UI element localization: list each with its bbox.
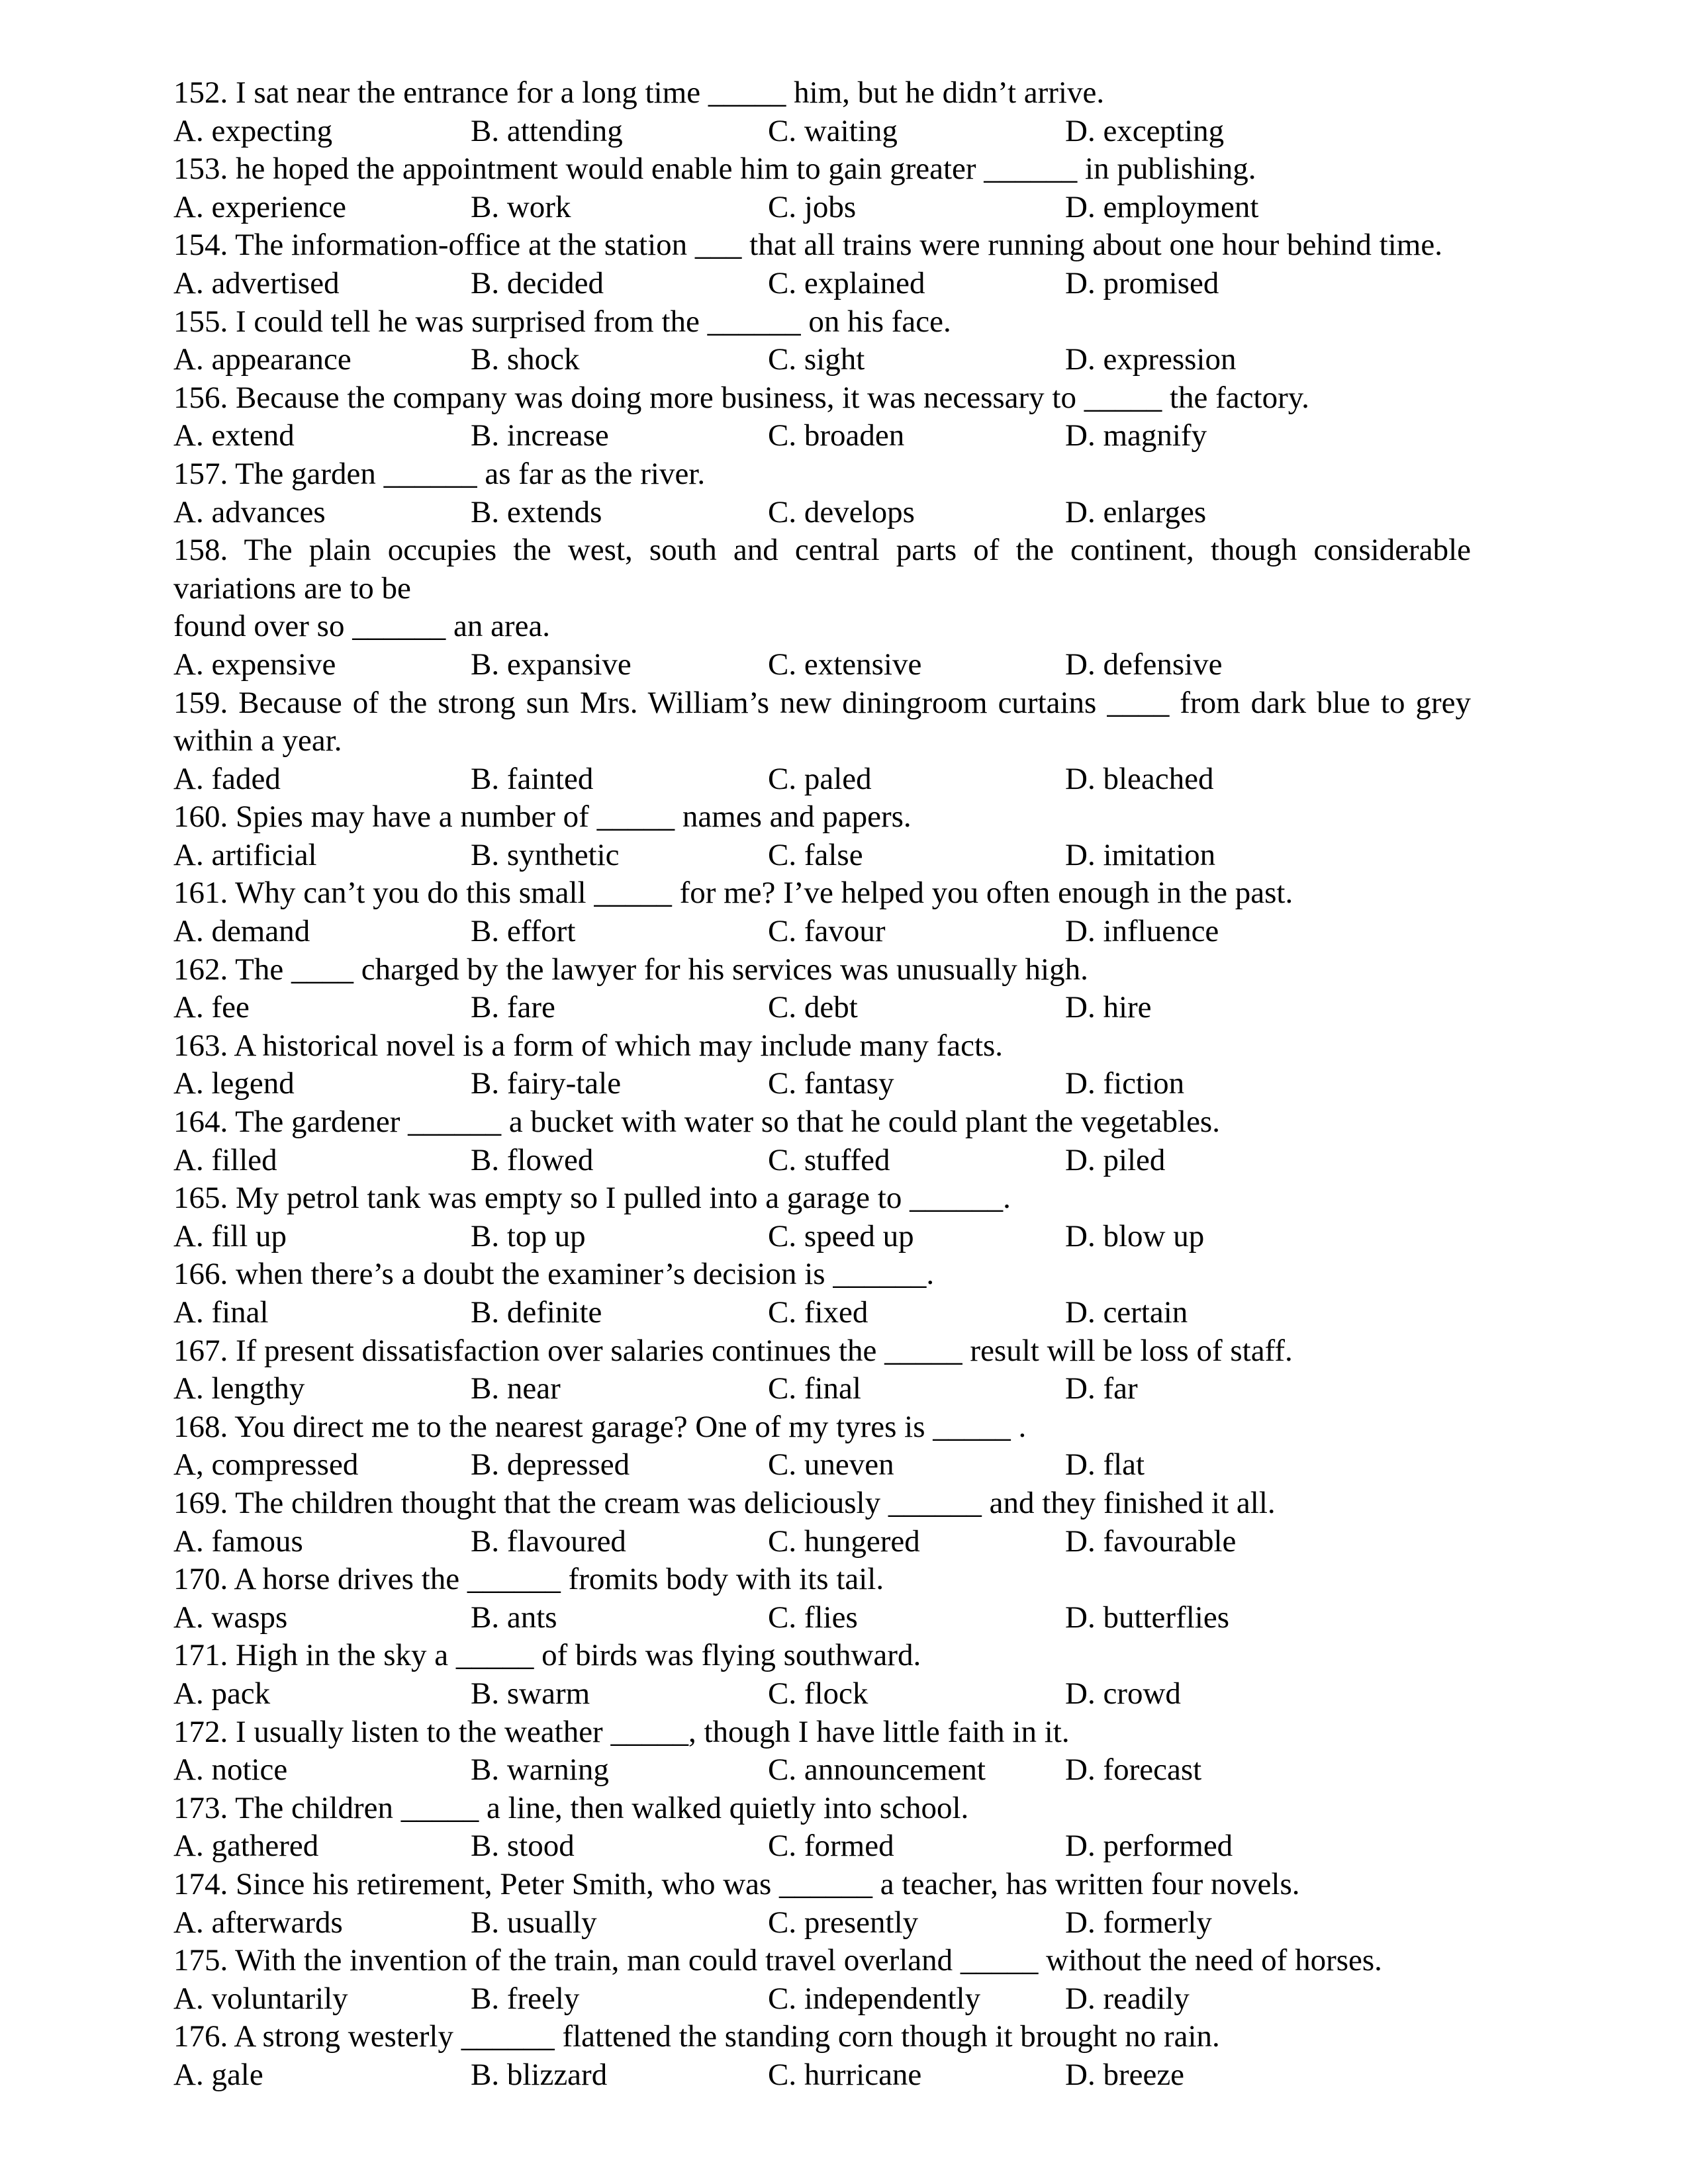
- answer-option-a: A. voluntarily: [173, 1981, 348, 2016]
- answer-option-b: B. fairy-tale: [471, 1066, 622, 1101]
- question-block: [173, 1561, 1471, 1637]
- question-text: 161. Why can’t you do this small _____ for me? I’ve helped you often enough in the past.: [173, 876, 1293, 911]
- answer-option-a: A. appearance: [173, 342, 352, 377]
- answer-option-b: B. near: [471, 1371, 561, 1406]
- answer-option-b: B. work: [471, 189, 571, 224]
- question-block: [173, 1866, 1471, 1942]
- answer-option-d: D. flat: [1065, 1447, 1145, 1482]
- question-text: 168. You direct me to the nearest garage? One of my tyres is _____ .: [173, 1409, 1027, 1444]
- answer-option-d: D. influence: [1065, 914, 1219, 949]
- answer-option-b: B. fainted: [471, 761, 594, 796]
- question-block: [173, 684, 1471, 799]
- answer-option-c: C. formed: [768, 1829, 894, 1864]
- question-block: [173, 455, 1471, 531]
- answer-options: [173, 1523, 1471, 1561]
- answer-option-d: D. performed: [1065, 1829, 1233, 1864]
- answer-option-d: D. promised: [1065, 265, 1219, 300]
- answer-option-d: D. piled: [1065, 1142, 1166, 1177]
- answer-option-a: A. experience: [173, 189, 346, 224]
- question-text: 164. The gardener ______ a bucket with water so that he could plant the vegetables.: [173, 1105, 1220, 1140]
- answer-option-b: B. increase: [471, 418, 609, 453]
- question-block: [173, 531, 1471, 684]
- question-text: 160. Spies may have a number of _____ names and papers.: [173, 799, 912, 835]
- answer-options: [173, 2056, 1471, 2095]
- answer-option-c: C. independently: [768, 1981, 981, 2016]
- answer-option-d: D. favourable: [1065, 1524, 1237, 1559]
- question-block: [173, 1408, 1471, 1484]
- answer-option-c: C. favour: [768, 914, 886, 949]
- answer-option-d: D. bleached: [1065, 761, 1214, 796]
- question-block: [173, 1027, 1471, 1103]
- answer-options: [173, 1827, 1471, 1866]
- answer-option-c: C. debt: [768, 990, 858, 1025]
- answer-options: [173, 913, 1471, 951]
- question-text: 157. The garden ______ as far as the river.: [173, 456, 706, 491]
- answer-option-a: A. legend: [173, 1066, 295, 1101]
- question-text: 154. The information-office at the station ___ that all trains were running about one hour behind time.: [173, 228, 1442, 263]
- answer-option-a: A. afterwards: [173, 1905, 343, 1940]
- answer-options: [173, 341, 1471, 379]
- answer-options: [173, 494, 1471, 532]
- answer-options: [173, 837, 1471, 875]
- answer-option-a: A. gale: [173, 2057, 263, 2092]
- answer-option-d: D. imitation: [1065, 837, 1216, 872]
- answer-option-c: C. stuffed: [768, 1142, 890, 1177]
- question-block: [173, 1713, 1471, 1790]
- answer-options: [173, 1675, 1471, 1713]
- question-text: 159. Because of the strong sun Mrs. William’s new diningroom curtains ____ from dark blue to grey within a year.: [173, 685, 1471, 758]
- question-block: [173, 1484, 1471, 1561]
- answer-option-d: D. far: [1065, 1371, 1138, 1406]
- answer-option-a: A. fee: [173, 990, 250, 1025]
- question-text: 158. The plain occupies the west, south and central parts of the continent, though considerable variations are to be: [173, 533, 1471, 606]
- answer-option-b: B. effort: [471, 914, 576, 949]
- question-block: [173, 798, 1471, 874]
- answer-option-c: C. develops: [768, 494, 915, 529]
- answer-option-c: C. extensive: [768, 647, 922, 682]
- question-block: [173, 379, 1471, 455]
- answer-option-b: B. ants: [471, 1600, 557, 1635]
- answer-option-b: B. decided: [471, 265, 604, 300]
- question-text-continued: found over so ______ an area.: [173, 609, 551, 644]
- answer-options: [173, 1370, 1471, 1408]
- question-text: 152. I sat near the entrance for a long time _____ him, but he didn’t arrive.: [173, 75, 1105, 110]
- answer-options: [173, 265, 1471, 303]
- answer-option-c: C. false: [768, 837, 863, 872]
- answer-option-b: B. extends: [471, 494, 602, 529]
- answer-option-a: A. lengthy: [173, 1371, 305, 1406]
- answer-option-d: D. enlarges: [1065, 494, 1207, 529]
- answer-option-a: A. advances: [173, 494, 326, 529]
- answer-options: [173, 1065, 1471, 1103]
- answer-option-a: A. notice: [173, 1752, 288, 1788]
- answer-options: [173, 189, 1471, 227]
- answer-options: [173, 1218, 1471, 1256]
- answer-options: [173, 1599, 1471, 1637]
- question-text: 173. The children _____ a line, then walked quietly into school.: [173, 1790, 969, 1825]
- answer-option-a: A. advertised: [173, 265, 340, 300]
- answer-option-b: B. expansive: [471, 647, 632, 682]
- answer-option-d: D. blow up: [1065, 1218, 1205, 1253]
- question-text: 155. I could tell he was surprised from the ______ on his face.: [173, 304, 951, 339]
- question-block: [173, 1942, 1471, 2018]
- answer-options: [173, 417, 1471, 455]
- answer-option-a: A, compressed: [173, 1447, 359, 1482]
- question-text: 172. I usually listen to the weather _____, though I have little faith in it.: [173, 1714, 1070, 1749]
- question-text: 162. The ____ charged by the lawyer for his services was unusually high.: [173, 952, 1088, 987]
- answer-option-d: D. hire: [1065, 990, 1152, 1025]
- answer-option-d: D. expression: [1065, 342, 1237, 377]
- question-text: 176. A strong westerly ______ flattened the standing corn though it brought no rain.: [173, 2019, 1220, 2054]
- answer-option-d: D. defensive: [1065, 647, 1223, 682]
- answer-option-a: A. expensive: [173, 647, 336, 682]
- question-block: [173, 150, 1471, 226]
- answer-option-a: A. faded: [173, 761, 281, 796]
- answer-option-c: C. speed up: [768, 1218, 914, 1253]
- question-block: [173, 1790, 1471, 1866]
- question-text: 163. A historical novel is a form of which may include many facts.: [173, 1028, 1004, 1063]
- answer-option-c: C. hurricane: [768, 2057, 922, 2092]
- question-block: [173, 74, 1471, 150]
- question-text: 171. High in the sky a _____ of birds was flying southward.: [173, 1638, 921, 1673]
- answer-option-b: B. synthetic: [471, 837, 620, 872]
- question-block: [173, 303, 1471, 379]
- answer-option-c: C. hungered: [768, 1524, 920, 1559]
- answer-options: [173, 989, 1471, 1027]
- answer-option-c: C. paled: [768, 761, 872, 796]
- question-text: 170. A horse drives the ______ fromits body with its tail.: [173, 1562, 884, 1597]
- answer-option-b: B. shock: [471, 342, 580, 377]
- question-text: 175. With the invention of the train, man could travel overland _____ without the need of horses.: [173, 1943, 1382, 1978]
- answer-option-b: B. freely: [471, 1981, 580, 2016]
- question-block: [173, 226, 1471, 302]
- answer-option-b: B. swarm: [471, 1676, 590, 1711]
- question-block: [173, 951, 1471, 1027]
- answer-option-d: D. employment: [1065, 189, 1259, 224]
- answer-option-a: A. extend: [173, 418, 295, 453]
- answer-option-d: D. readily: [1065, 1981, 1190, 2016]
- answer-option-b: B. usually: [471, 1905, 597, 1940]
- answer-option-b: B. depressed: [471, 1447, 630, 1482]
- answer-option-b: B. top up: [471, 1218, 586, 1253]
- question-block: [173, 1637, 1471, 1713]
- answer-option-a: A. famous: [173, 1524, 303, 1559]
- answer-options: [173, 1294, 1471, 1332]
- answer-options: [173, 1980, 1471, 2019]
- answer-option-c: C. flock: [768, 1676, 868, 1711]
- answer-option-b: B. definite: [471, 1295, 602, 1330]
- answer-option-c: C. presently: [768, 1905, 919, 1940]
- question-block: [173, 874, 1471, 950]
- answer-option-a: A. fill up: [173, 1218, 287, 1253]
- answer-option-d: D. forecast: [1065, 1752, 1202, 1788]
- answer-option-c: C. announcement: [768, 1752, 986, 1788]
- answer-option-c: C. sight: [768, 342, 865, 377]
- answer-option-b: B. blizzard: [471, 2057, 608, 2092]
- answer-option-b: B. flavoured: [471, 1524, 626, 1559]
- question-block: [173, 1332, 1471, 1408]
- answer-option-c: C. final: [768, 1371, 861, 1406]
- answer-option-d: D. magnify: [1065, 418, 1207, 453]
- answer-options: [173, 1142, 1471, 1180]
- answer-options: [173, 1446, 1471, 1484]
- answer-option-b: B. attending: [471, 113, 623, 148]
- answer-option-c: C. flies: [768, 1600, 858, 1635]
- question-text: 153. he hoped the appointment would enable him to gain greater ______ in publishing.: [173, 152, 1256, 187]
- answer-option-c: C. fantasy: [768, 1066, 894, 1101]
- answer-option-a: A. expecting: [173, 113, 333, 148]
- answer-option-a: A. pack: [173, 1676, 271, 1711]
- question-sheet: [173, 74, 1471, 2094]
- answer-option-d: D. formerly: [1065, 1905, 1212, 1940]
- answer-option-c: C. broaden: [768, 418, 905, 453]
- question-text: 167. If present dissatisfaction over salaries continues the _____ result will be loss of staff.: [173, 1333, 1293, 1368]
- answer-options: [173, 113, 1471, 151]
- answer-option-b: B. fare: [471, 990, 555, 1025]
- question-block: [173, 1179, 1471, 1255]
- answer-option-c: C. uneven: [768, 1447, 894, 1482]
- answer-option-b: B. warning: [471, 1752, 609, 1788]
- answer-option-d: D. excepting: [1065, 113, 1225, 148]
- question-text: 165. My petrol tank was empty so I pulled into a garage to ______.: [173, 1181, 1011, 1216]
- question-text: 169. The children thought that the cream was deliciously ______ and they finished it all.: [173, 1485, 1276, 1520]
- question-text: 156. Because the company was doing more business, it was necessary to _____ the factory.: [173, 380, 1309, 415]
- question-text: 166. when there’s a doubt the examiner’s decision is ______.: [173, 1257, 935, 1292]
- question-block: [173, 1255, 1471, 1332]
- question-block: [173, 2018, 1471, 2094]
- answer-option-a: A. filled: [173, 1142, 277, 1177]
- answer-option-c: C. explained: [768, 265, 925, 300]
- answer-option-b: B. stood: [471, 1829, 575, 1864]
- answer-option-a: A. gathered: [173, 1829, 319, 1864]
- answer-option-b: B. flowed: [471, 1142, 594, 1177]
- answer-option-d: D. certain: [1065, 1295, 1188, 1330]
- answer-option-d: D. fiction: [1065, 1066, 1185, 1101]
- answer-options: [173, 1751, 1471, 1790]
- answer-option-c: C. fixed: [768, 1295, 868, 1330]
- answer-option-d: D. crowd: [1065, 1676, 1181, 1711]
- answer-option-a: A. artificial: [173, 837, 317, 872]
- answer-option-d: D. butterflies: [1065, 1600, 1229, 1635]
- answer-option-c: C. waiting: [768, 113, 898, 148]
- answer-options: [173, 1904, 1471, 1942]
- question-block: [173, 1103, 1471, 1179]
- answer-options: [173, 760, 1471, 799]
- answer-option-d: D. breeze: [1065, 2057, 1185, 2092]
- answer-option-a: A. final: [173, 1295, 269, 1330]
- question-text: 174. Since his retirement, Peter Smith, who was ______ a teacher, has written four novels.: [173, 1866, 1300, 1901]
- answer-option-a: A. wasps: [173, 1600, 288, 1635]
- answer-option-a: A. demand: [173, 914, 310, 949]
- answer-options: [173, 646, 1471, 684]
- answer-option-c: C. jobs: [768, 189, 857, 224]
